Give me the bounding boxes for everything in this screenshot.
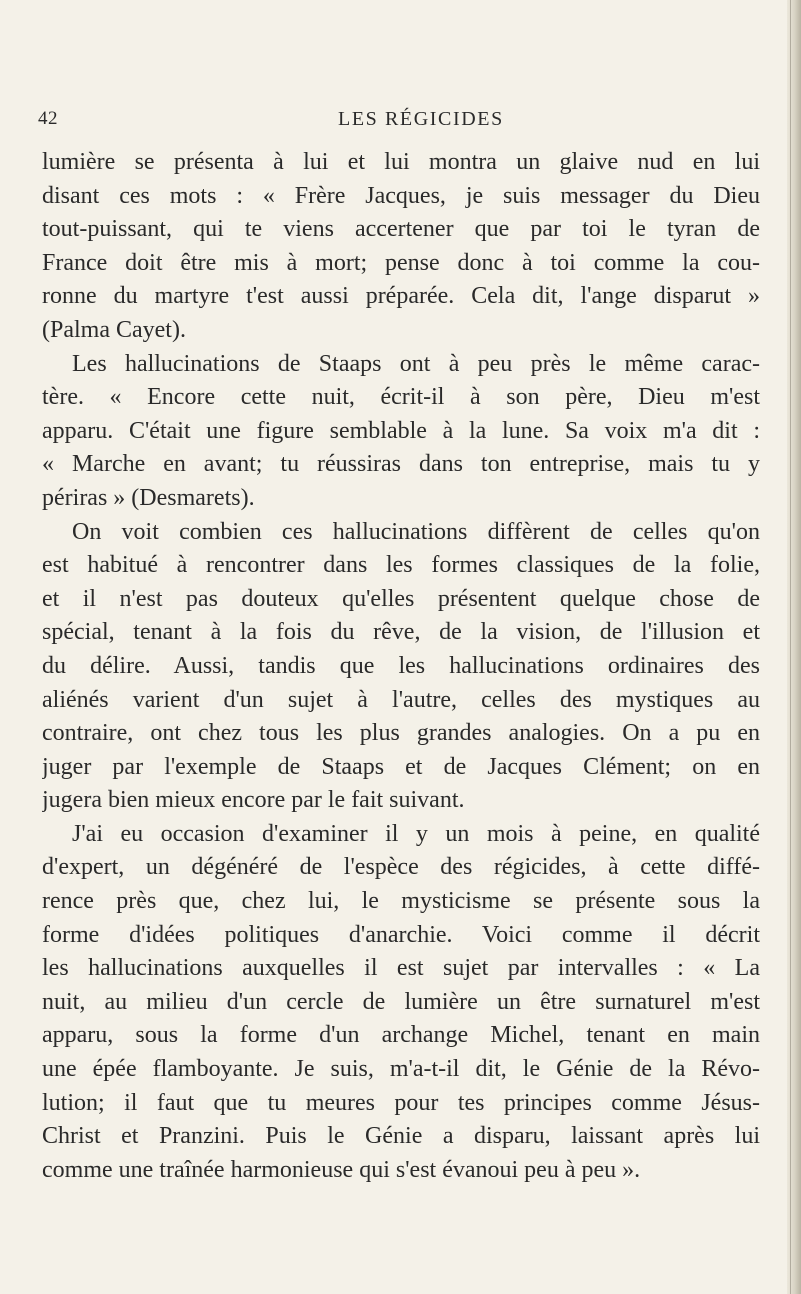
text-line: tout-puissant, qui te viens accertener que par toi le tyran de bbox=[42, 216, 760, 243]
text-line: (Palma Cayet). bbox=[42, 316, 186, 343]
text-line: du délire. Aussi, tandis que les hallucinations ordinaires des bbox=[42, 652, 760, 679]
text-line: et il n'est pas douteux qu'elles présentent quelque chose de bbox=[42, 585, 760, 612]
text-line: d'expert, un dégénéré de l'espèce des régicides, à cette diffé- bbox=[42, 854, 760, 881]
text-line: lution; il faut que tu meures pour tes principes comme Jésus- bbox=[42, 1089, 760, 1116]
text-line: « Marche en avant; tu réussiras dans ton entreprise, mais tu y bbox=[42, 451, 760, 478]
text-line: ronne du martyre t'est aussi préparée. Cela dit, l'ange disparut » bbox=[42, 283, 760, 310]
text-line: aliénés varient d'un sujet à l'autre, celles des mystiques au bbox=[42, 686, 760, 713]
page-edge-line bbox=[790, 0, 791, 1294]
text-line: Les hallucinations de Staaps ont à peu près le même carac- bbox=[72, 350, 760, 377]
text-line: tère. « Encore cette nuit, écrit-il à son père, Dieu m'est bbox=[42, 384, 760, 411]
text-line: spécial, tenant à la fois du rêve, de la vision, de l'illusion et bbox=[42, 619, 760, 646]
text-line: périras » (Desmarets). bbox=[42, 484, 255, 511]
text-line: juger par l'exemple de Staaps et de Jacques Clément; on en bbox=[42, 753, 760, 780]
text-line: est habitué à rencontrer dans les formes classiques de la folie, bbox=[42, 552, 760, 579]
text-line: apparu, sous la forme d'un archange Michel, tenant en main bbox=[42, 1022, 760, 1049]
text-line: nuit, au milieu d'un cercle de lumière un être surnaturel m'est bbox=[42, 988, 760, 1015]
text-line: apparu. C'était une figure semblable à la lune. Sa voix m'a dit : bbox=[42, 417, 760, 444]
text-line: Christ et Pranzini. Puis le Génie a disparu, laissant après lui bbox=[42, 1123, 760, 1150]
text-line: jugera bien mieux encore par le fait suivant. bbox=[42, 787, 465, 814]
running-title: LES RÉGICIDES bbox=[338, 108, 504, 130]
text-line: rence près que, chez lui, le mysticisme se présente sous la bbox=[42, 888, 760, 915]
text-line: On voit combien ces hallucinations diffèrent de celles qu'on bbox=[72, 518, 760, 545]
text-line: lumière se présenta à lui et lui montra un glaive nud en lui bbox=[42, 149, 760, 175]
page-header bbox=[38, 105, 760, 135]
text-line: disant ces mots : « Frère Jacques, je suis messager du Dieu bbox=[42, 182, 760, 209]
body-text bbox=[42, 146, 760, 1187]
text-line: les hallucinations auxquelles il est sujet par intervalles : « La bbox=[42, 955, 760, 982]
page-number: 42 bbox=[38, 108, 58, 129]
text-line: forme d'idées politiques d'anarchie. Voici comme il décrit bbox=[42, 921, 760, 948]
text-line: contraire, ont chez tous les plus grandes analogies. On a pu en bbox=[42, 720, 760, 747]
text-line: comme une traînée harmonieuse qui s'est évanoui peu à peu ». bbox=[42, 1156, 641, 1183]
text-line: une épée flamboyante. Je suis, m'a-t-il dit, le Génie de la Révo- bbox=[42, 1056, 760, 1083]
text-line: J'ai eu occasion d'examiner il y un mois à peine, en qualité bbox=[72, 820, 760, 847]
text-line: France doit être mis à mort; pense donc à toi comme la cou- bbox=[42, 249, 760, 276]
